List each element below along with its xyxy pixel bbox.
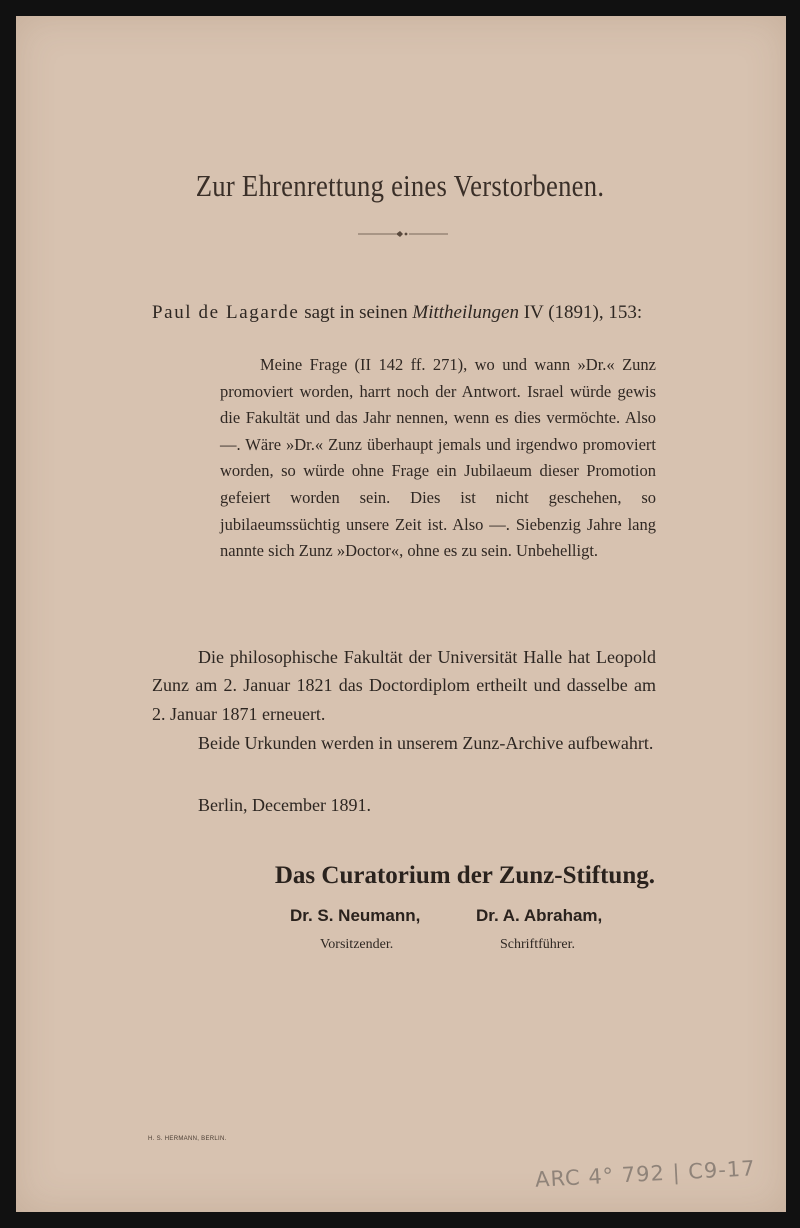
quotation-block: Meine Frage (II 142 ff. 271), wo und wann »Dr.« Zunz promoviert worden, harrt noch der Antwort. Israel würde gewis die Fakultät und das Jahr nennen, wenn es dies vermöchte. Also —. Wäre »Dr.« Zunz überhaupt jemals und irgendwo promoviert worden, so würde ohne Frage ein Jubilaeum dieser Promotion gefeiert worden sein. Dies ist nicht geschehen, so jubilaeumssüchtig unsere Zeit ist. Also —. Siebenzig Jahre lang nannte sich Zunz »Doctor«, ohne es zu sein. Unbehelligt.	[220, 355, 656, 561]
signatory-1-role: Vorsitzender.	[320, 937, 394, 952]
signature-heading: Das Curatorium der Zunz-Stiftung.	[274, 862, 655, 889]
intro-text-1: sagt in seinen	[299, 302, 413, 323]
signatory-2-role: Schriftführer.	[500, 937, 576, 952]
archive-shelfmark: ARC 4° 792 | C9-17	[534, 1156, 757, 1192]
signatory-1-name: Dr. S. Neumann,	[290, 906, 421, 925]
intro-line	[152, 302, 642, 324]
signatory-2-name: Dr. A. Abraham,	[476, 906, 603, 925]
paragraph-archive: Beide Urkunden werden in unserem Zunz-Archive aufbewahrt.	[198, 733, 654, 753]
intro-author: Paul de Lagarde	[152, 302, 300, 323]
intro-text-2: IV (1891), 153:	[518, 302, 643, 323]
intro-work: Mittheilungen	[412, 302, 519, 323]
title-ornament	[358, 228, 448, 240]
document-title: Zur Ehrenrettung eines Verstorbenen.	[195, 168, 605, 203]
printer-imprint: H. S. HERMANN, BERLIN.	[148, 1136, 227, 1142]
paragraph-dateline: Berlin, December 1891.	[198, 795, 371, 815]
paragraph-diploma: Die philosophische Fakultät der Universität Halle hat Leopold Zunz am 2. Januar 1821 das Doctordiplom ertheilt und dasselbe am 2. Januar 1871 erneuert.	[152, 647, 656, 724]
